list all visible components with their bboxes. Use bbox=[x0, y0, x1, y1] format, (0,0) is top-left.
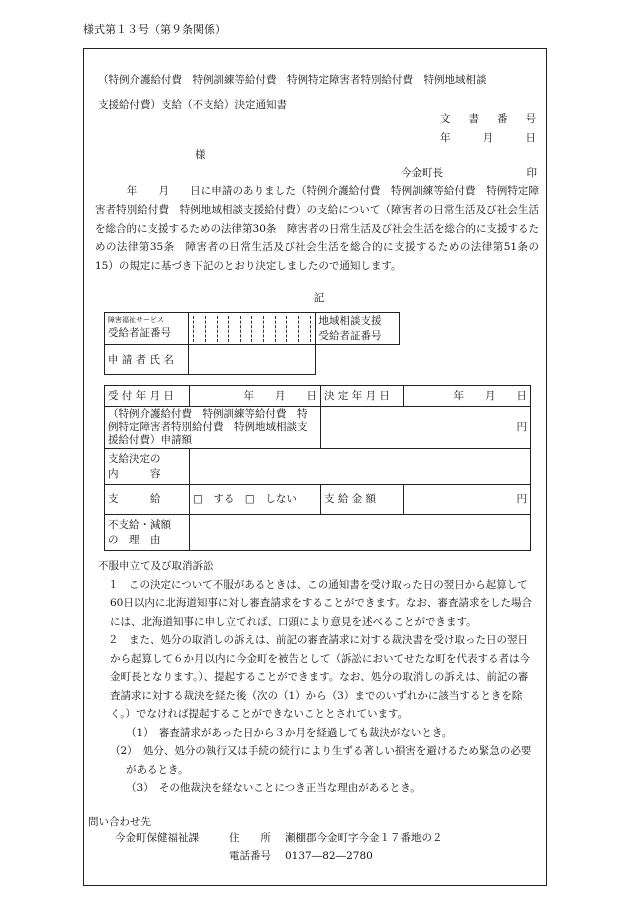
payment-amount-value-cell bbox=[404, 485, 531, 515]
application-amount-label: （特例介護給付費 特例訓練等給付費 特例特定障害者特別給付費 特例地域相談支援給付費）申請額 bbox=[108, 408, 308, 446]
title-line-1: （特例介護給付費 特例訓練等給付費 特例特定障害者特別給付費 特例地域相談 bbox=[98, 74, 487, 86]
chiiki-label-1: 地域相談支援 bbox=[318, 315, 382, 327]
received-date-label: 受 付 年 月 日 bbox=[108, 389, 174, 402]
recipient-suffix: 様 bbox=[195, 149, 206, 161]
digit-boxes bbox=[193, 316, 310, 342]
title-line-2: 支援給付費）支給（不支給）決定通知書 bbox=[98, 99, 287, 111]
decision-date-label-cell bbox=[321, 386, 404, 407]
applicant-label: 申 請 者 氏 名 bbox=[108, 353, 174, 366]
recipient-table bbox=[104, 312, 400, 375]
reason-label-1: 不支給・減額 bbox=[108, 518, 171, 531]
reason-label-cell bbox=[105, 515, 190, 551]
contact-heading: 問い合わせ先 bbox=[88, 816, 151, 828]
reason-label-2: の 理 由 bbox=[108, 533, 161, 546]
decision-content-label-cell bbox=[105, 449, 190, 485]
decision-content-value-cell bbox=[190, 449, 531, 485]
notice-body bbox=[95, 182, 539, 276]
issuer-block bbox=[401, 166, 537, 181]
service-label-small: 障害福祉サービス bbox=[108, 316, 164, 325]
application-amount-value-cell bbox=[321, 407, 531, 449]
appeal-sub-1: （1） 審査請求があった日から３か月を経過しても裁決がないとき。 bbox=[126, 726, 453, 739]
seal-mark: 印 bbox=[526, 167, 537, 179]
document-meta bbox=[440, 110, 536, 148]
issuer-name: 今金町長 bbox=[401, 167, 443, 179]
address-value: 瀬棚郡今金町字今金１７番地の２ bbox=[285, 832, 443, 844]
decision-date-value-cell bbox=[404, 386, 531, 407]
appeal-item-1: １ この決定について不服があるときは、この通知書を受け取った日の翌日から起算して60日以内に北海道知事に対し審査請求をすることができます。なお、審査請求をした場合には、北海道知事に申し立てれば、口頭により意見を述べることができます。 bbox=[108, 578, 533, 628]
application-amount-label-cell bbox=[105, 407, 321, 449]
doc-number-label: 文 書 番 号 bbox=[440, 113, 536, 125]
appeal-heading: 不服申立て及び取消訴訟 bbox=[98, 560, 214, 572]
payment-label-cell bbox=[105, 485, 190, 515]
appeal-sub-2: （2） 処分、処分の執行又は手続の続行により生ずる著しい損害を避けるため緊急の必要があるとき。 bbox=[110, 745, 532, 776]
received-date-label-cell bbox=[105, 386, 190, 407]
appeal-sub-3: （3） その他裁決を経ないことにつき正当な理由があるとき。 bbox=[126, 782, 421, 794]
chiiki-label-cell bbox=[315, 313, 399, 345]
service-number-cell bbox=[189, 313, 315, 345]
doc-date-label: 年 月 日 bbox=[440, 132, 536, 144]
decision-table bbox=[104, 385, 531, 551]
applicant-label-cell bbox=[105, 345, 189, 375]
phone-label: 電話番号 bbox=[229, 850, 271, 862]
chiiki-label-2: 受給者証番号 bbox=[318, 329, 382, 342]
payment-options[interactable]: □ する □ しない bbox=[193, 493, 297, 506]
address-label: 住 所 bbox=[229, 832, 271, 844]
phone-value: 0137―82―2780 bbox=[285, 850, 373, 862]
received-date-value: 年 月 日 bbox=[243, 389, 317, 402]
service-number-label-cell bbox=[105, 313, 189, 345]
form-number: 様式第１３号（第９条関係） bbox=[83, 23, 226, 36]
decision-content-label-2: 内 容 bbox=[108, 467, 161, 480]
application-amount-unit: 円 bbox=[516, 421, 527, 434]
body-text: 年 月 日に申請のありました（特例介護給付費 特例訓練等給付費 特例特定障害者特別給付費 特例地域相談支援給付費）の支給について（障害者の日常生活及び社会生活を総合的に支援するための法律第30条 障害者の日常生活及び社会生活を総合的に支援するための法律第35条 障害者の日常生活及び社会生活を総合的に支援するための法律第51条の15）の規定に基づき下記のとおり決定しましたので通知します。 bbox=[95, 185, 539, 273]
decision-date-label: 決 定 年 月 日 bbox=[324, 389, 390, 402]
appeal-item-2: ２ また、処分の取消しの訴えは、前記の審査請求に対する裁決書を受け取った日の翌日から起算して６か月以内に今金町を被告として（訴訟においてせたな町を代表する者は今金町長となります。）、提起することができます。なお、処分の取消しの訴えは、前記の審査請求に対する裁決を経た後（次の（1）から（3）までのいずれかに該当するときを除く。）でなければ提起することができないこととされています。 bbox=[108, 634, 530, 720]
appeal-section bbox=[98, 557, 538, 798]
payment-amount-unit: 円 bbox=[516, 493, 527, 506]
ki-heading: 記 bbox=[313, 292, 325, 304]
payment-label: 支 給 bbox=[108, 493, 161, 506]
contact-address-line bbox=[115, 831, 443, 846]
contact-phone-line bbox=[229, 849, 373, 864]
decision-content-label-1: 支給決定の bbox=[108, 452, 161, 465]
contact-department: 今金町保健福祉課 bbox=[115, 832, 199, 844]
decision-date-value: 年 月 日 bbox=[453, 389, 527, 402]
service-label: 受給者証番号 bbox=[108, 327, 171, 340]
applicant-value-cell bbox=[189, 345, 315, 375]
payment-amount-label: 支 給 金 額 bbox=[324, 493, 377, 506]
payment-options-cell[interactable] bbox=[190, 485, 321, 515]
payment-amount-label-cell bbox=[321, 485, 404, 515]
reason-value-cell bbox=[190, 515, 531, 551]
received-date-value-cell bbox=[190, 386, 321, 407]
